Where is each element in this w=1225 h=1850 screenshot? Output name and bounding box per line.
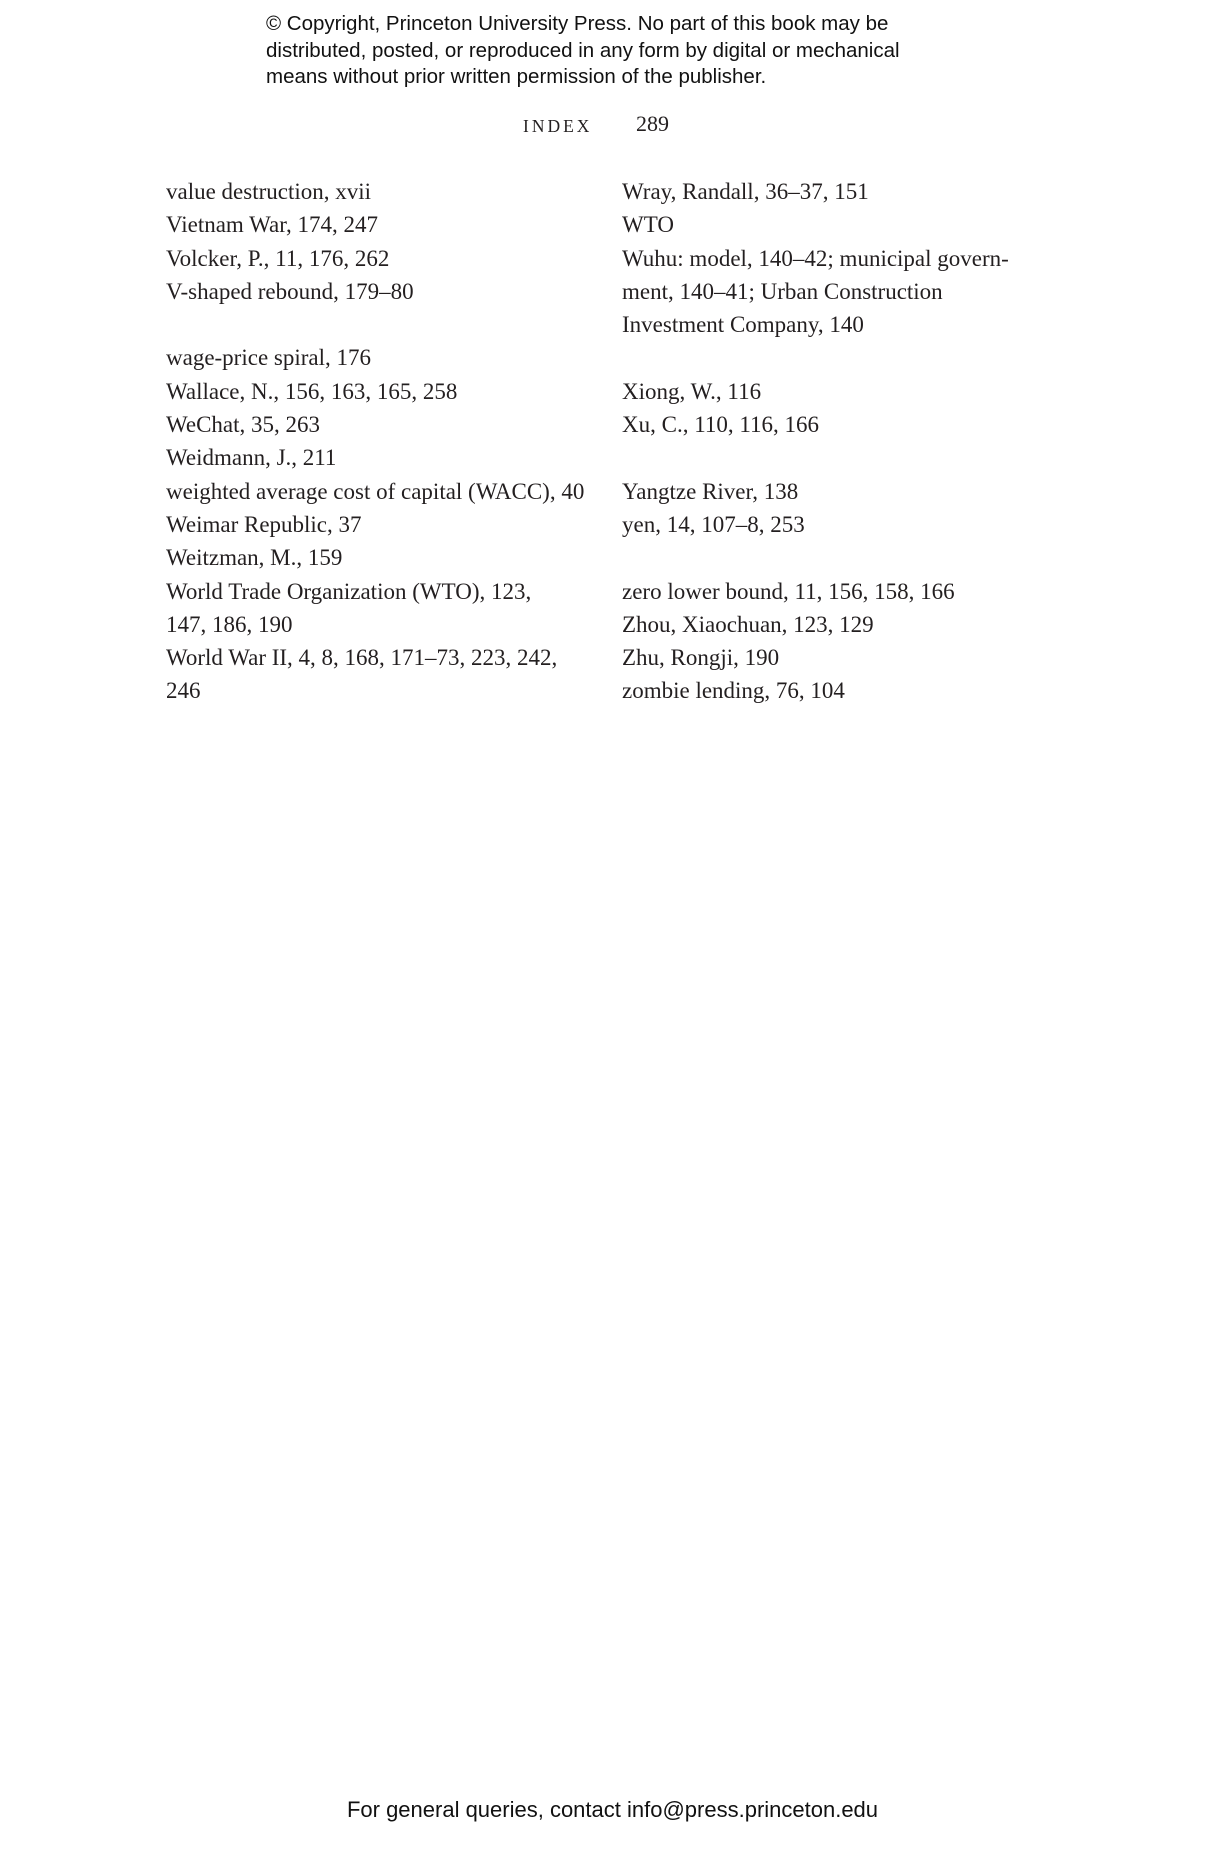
- index-entry-continuation: Investment Company, 140: [622, 312, 864, 338]
- copyright-line: © Copyright, Princeton University Press. No part of this book may be: [266, 12, 889, 35]
- index-entry-text: Xu, C., 110, 116, 166: [622, 412, 819, 438]
- index-entry: [622, 242, 1042, 342]
- index-entry-text: wage-price spiral, 176: [166, 345, 372, 371]
- index-entry: [622, 375, 1042, 408]
- index-entry-text: zombie lending, 76, 104: [622, 678, 845, 704]
- index-column-right: [622, 175, 1042, 708]
- index-entry-text: Wray, Randall, 36–37, 151: [622, 179, 869, 204]
- index-entry-text: Wuhu: model, 140–42; municipal govern-: [622, 245, 1009, 271]
- index-entry: [166, 175, 606, 208]
- index-entry-text: Volcker, P., 11, 176, 262: [166, 245, 390, 271]
- index-entry: [166, 341, 606, 374]
- index-entry: [622, 674, 1042, 707]
- index-entry: [166, 575, 606, 642]
- index-entry: [166, 375, 606, 408]
- index-entry-text: yen, 14, 107–8, 253: [622, 511, 805, 537]
- index-entry: [622, 408, 1042, 441]
- copyright-notice: [266, 11, 1026, 91]
- index-entry-text: Weidmann, J., 211: [166, 445, 337, 471]
- index-entry: [622, 208, 1042, 241]
- index-entry-text: zero lower bound, 11, 156, 158, 166: [622, 578, 955, 604]
- index-entry-text: Weimar Republic, 37: [166, 511, 362, 537]
- index-entry: [166, 641, 606, 708]
- index-entry: [622, 475, 1042, 508]
- index-entry-text: value destruction, xvii: [166, 179, 372, 204]
- index-group-w: [622, 175, 1042, 341]
- index-entry-text: weighted average cost of capital (WACC), 40: [166, 478, 585, 504]
- index-entry-text: Zhu, Rongji, 190: [622, 645, 780, 671]
- index-entry-text: Weitzman, M., 159: [166, 545, 343, 571]
- index-group-z: [622, 575, 1042, 708]
- group-gap: [166, 308, 606, 341]
- group-gap: [622, 541, 1042, 574]
- index-group-w: [166, 341, 606, 707]
- index-entry-continuation: 147, 186, 190: [166, 611, 293, 637]
- page-number: 289: [636, 111, 669, 136]
- index-entry: [166, 242, 606, 275]
- group-gap: [622, 341, 1042, 374]
- copyright-line: means without prior written permission of the publisher.: [266, 65, 767, 88]
- index-group-y: [622, 475, 1042, 542]
- index-entry-text: Yangtze River, 138: [622, 478, 799, 504]
- index-entry: [622, 608, 1042, 641]
- footer-contact: For general queries, contact info@press.princeton.edu: [346, 1797, 879, 1822]
- index-column-left: [166, 175, 606, 708]
- copyright-line: distributed, posted, or reproduced in any form by digital or mechanical: [266, 38, 900, 62]
- index-entry: [166, 208, 606, 241]
- index-entry-text: V-shaped rebound, 179–80: [166, 278, 414, 304]
- index-entry: [166, 475, 606, 508]
- index-group-x: [622, 375, 1042, 442]
- index-entry-text: World Trade Organization (WTO), 123,: [166, 578, 532, 604]
- group-gap: [622, 441, 1042, 474]
- index-entry-text: Wallace, N., 156, 163, 165, 258: [166, 378, 458, 404]
- index-entry-text: Xiong, W., 116: [622, 378, 762, 404]
- index-entry: [166, 541, 606, 574]
- index-entry-text: World War II, 4, 8, 168, 171–73, 223, 242,: [166, 645, 558, 671]
- index-group-v: [166, 175, 606, 308]
- index-entry-continuation: ment, 140–41; Urban Construction: [622, 278, 943, 304]
- index-entry: [622, 508, 1042, 541]
- index-entry: [166, 508, 606, 541]
- index-entry: [622, 575, 1042, 608]
- index-entry: [166, 408, 606, 441]
- index-entry-continuation: 246: [166, 678, 201, 704]
- index-entry: [166, 275, 606, 308]
- index-entry-text: Zhou, Xiaochuan, 123, 129: [622, 611, 874, 637]
- index-entry-text: Vietnam War, 174, 247: [166, 212, 378, 238]
- index-entry-text: WeChat, 35, 263: [166, 412, 321, 438]
- index-entry: [166, 441, 606, 474]
- running-head-label: INDEX: [523, 116, 593, 136]
- index-entry: [622, 175, 1042, 208]
- index-entry-text: WTO: [622, 212, 674, 238]
- index-entry: [622, 641, 1042, 674]
